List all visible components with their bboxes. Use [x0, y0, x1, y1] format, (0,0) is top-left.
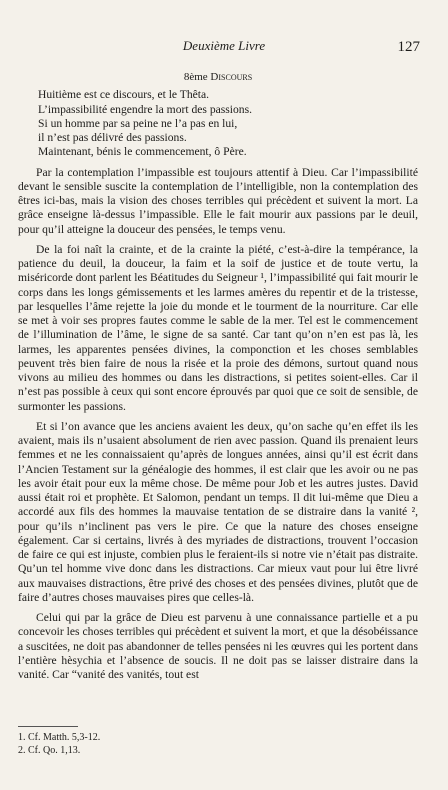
running-head [0, 38, 448, 58]
poem-line: il n’est pas délivré des passions. [38, 131, 187, 144]
running-head-title: Deuxième Livre [182, 38, 266, 53]
body-text [18, 70, 418, 688]
discourse-ordinal: 8ème [183, 71, 211, 83]
paragraph: Et si l’on avance que les anciens avaient les deux, qu’on sache qu’en effet ils les avaient, mais ils n’usaient absolument de rien avec passion. Quand ils prenaient leurs femmes et ne les connaissaient qu’après de longues années, ainsi qu’il est écrit dans l’Ancien Testament sur la généalogie des hommes, il est clair que les avoir ou ne pas les avoir était pour eux la même chose. De même pour Job et les autres justes. David aussi était roi et prophète. Et Salomon, pendant un temps. Il dit lui-même que Dieu a accordé aux fils des hommes la mauvaise tentation de se distraire dans la vanité ², pour qu’ils n’inclinent pas vers le pire. Ce que la nature des choses enseigne également. Car si certains, livrés à des myriades de distractions, trouvent l’occasion de faire ce qui est injuste, combien plus le feraient-ils si notre vie n’était pas distraite. Qu’un tel homme vive donc dans les distractions. Car mieux vaut pour lui être livré aux mauvaises distractions, être privé des choses et des pensées divines, plutôt que de faire d’autres choses mauvaises pires que celles-là. [18, 419, 418, 604]
poem-line: Si un homme par sa peine ne l’a pas en lui, [38, 116, 238, 130]
paragraph: Celui qui par la grâce de Dieu est parvenu à une connaissance partielle et a pu concevoir les choses terribles qui précèdent et suivent la mort, et que la désobéissance a suscitées, ne doit pas abandonner de telles pensées ni les œuvres qui les portent dans l’entière hèsychia et l’absence de soucis. Il ne doit pas se laisser distraire dans la vanité. Car “vanité des vanités, tout est [18, 611, 418, 681]
acrostic-poem [38, 88, 418, 159]
poem-line: Huitième est ce discours, et le Thêta. [38, 88, 210, 102]
paragraph: De la foi naît la crainte, et de la crainte la piété, c’est-à-dire la tempérance, la patience du deuil, la douceur, la faim et la soif de justice et de toute vertu, la miséricorde dont parlent les Béatitudes du Seigneur ¹, l’impassibilité qui fait mourir le corps dans les longs gémissements et les larmes amères du repentir et de la tristesse, par lesquelles l’âme rejette la joie du monde et le tourment de la nourriture. Car elle se met à voir ses propres fautes comme le sable de la mer. Tel est le commencement de l’illumination de l’âme, le signe de sa santé. Car tant qu’on n’en est pas là, les larmes, les apparentes pensées divines, la componction et les choses semblables peuvent très bien faire de nous la risée et la proie des démons, surtout quand nous vivons au milieu des hommes ou dans les distractions, si petites soient-elles. Car il n’est pas possible à ceux qui sont encore éprouvés par quoi que ce soit de sensible, de surmonter les passions. [18, 242, 418, 413]
poem-line: L’impassibilité engendre la mort des passions. [38, 102, 253, 116]
page-number: 127 [397, 39, 420, 55]
footnote: 2. Cf. Qo. 1,13. [18, 745, 81, 756]
footnote: 1. Cf. Matth. 5,3-12. [18, 732, 101, 743]
footnotes [18, 726, 418, 757]
footnote-rule [18, 726, 78, 727]
discourse-word: Discours [210, 71, 253, 83]
poem-line: Maintenant, bénis le commencement, ô Père. [38, 145, 247, 159]
discourse-heading [18, 70, 418, 84]
paragraph: Par la contemplation l’impassible est toujours attentif à Dieu. Car l’impassibilité devant le sensible suscite la contemplation de l’intelligible, non la contemplation des êtres ici-bas, mais la vision des choses terribles qui précèdent et suivent la mort. La grâce enseigne là-dessus l’impassible. Elle le fait mourir aux passions par le deuil, pour qu’il atteigne la douceur des pensées, le temps venu. [18, 165, 418, 236]
